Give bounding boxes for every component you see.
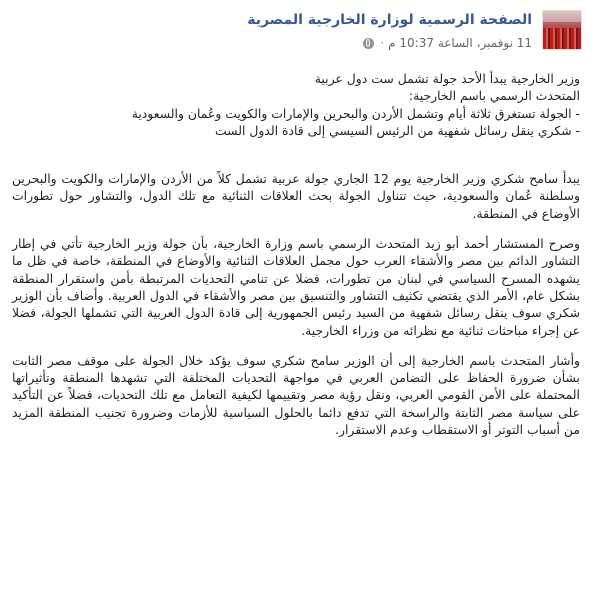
avatar-crowd [543, 28, 581, 49]
intro-line: - شكري ينقل رسائل شفهية من الرئيس السيسي إلى قادة الدول الست [214, 122, 580, 138]
post-intro [12, 70, 580, 139]
page-avatar[interactable] [542, 10, 582, 50]
post-paragraph: يبدأ سامح شكري وزير الخارجية يوم 12 الجاري جولة عربية تشمل كلاً من الأردن والإمارات والكويت والبحرين وسلطنة عُمان والسعودية، حيث تتناول الجولة بحث العلاقات الثنائية مع تلك الدول، والتشاور حول تطورات الأوضاع في المنطقة. [12, 171, 580, 221]
globe-icon[interactable] [363, 38, 374, 49]
meta-separator: · [380, 36, 385, 50]
page-name-link[interactable]: الصفحة الرسمية لوزارة الخارجية المصرية [247, 12, 532, 28]
intro-line: - الجولة تستغرق ثلاثة أيام وتشمل الأردن والبحرين والإمارات والكويت وعُمان والسعودية [131, 105, 580, 121]
post-meta [363, 36, 532, 50]
post-timestamp[interactable]: 11 نوفمبر، الساعة 10:37 م [388, 36, 532, 50]
post-header [0, 0, 594, 62]
avatar-flag [543, 11, 581, 22]
post-paragraph: وأشار المتحدث باسم الخارجية إلى أن الوزير سامح شكري سوف يؤكد خلال الجولة على موقف مصر الثابت بشأن ضرورة الحفاظ على التضامن العربي في مواجهة التحديات المختلفة التي تشهدها المنطقة وتأثيراتها المحتملة على الأمن القومي العربي، ونقل رؤية مصر وتقييمها لكيفية التعامل مع تلك التحديات، فضلاً عن التأكيد على سياسة مصر الثابتة والراسخة التي تدفع دائما بالحلول السياسية للأزمات وضرورة تجنيب المنطقة المزيد من أسباب التوتر أو الاستقطاب وعدم الاستقرار. [12, 352, 580, 438]
post-paragraph: وصرح المستشار أحمد أبو زيد المتحدث الرسمي باسم وزارة الخارجية، بأن جولة وزير الخارجية تأتي في إطار التشاور الدائم بين مصر والأشقاء العرب حول مجمل العلاقات الثنائية والأوضاع في المنطقة، خاصة في ظل ما يشهده المسرح السياسي في لبنان من تطورات، فضلا عن تنامي التحديات المرتبطة بأمن واستقرار المنطقة بشكل عام، الأمر الذي يقتضي تكثيف التشاور والتنسيق بين مصر والأشقاء في الدول العربية. وأضاف بأن الوزير شكري سوف ينقل رسائل شفهية من السيد رئيس الجمهورية إلى قادة الدول العربية التي تشملها الجولة، فضلا عن إجراء مباحثات ثنائية مع نظرائه من وزراء الخارجية. [12, 236, 580, 338]
intro-line: المتحدث الرسمي باسم الخارجية: [408, 88, 580, 104]
post-body [12, 70, 580, 438]
intro-line: وزير الخارجية يبدأ الأحد جولة تشمل ست دول عربية [314, 71, 580, 86]
